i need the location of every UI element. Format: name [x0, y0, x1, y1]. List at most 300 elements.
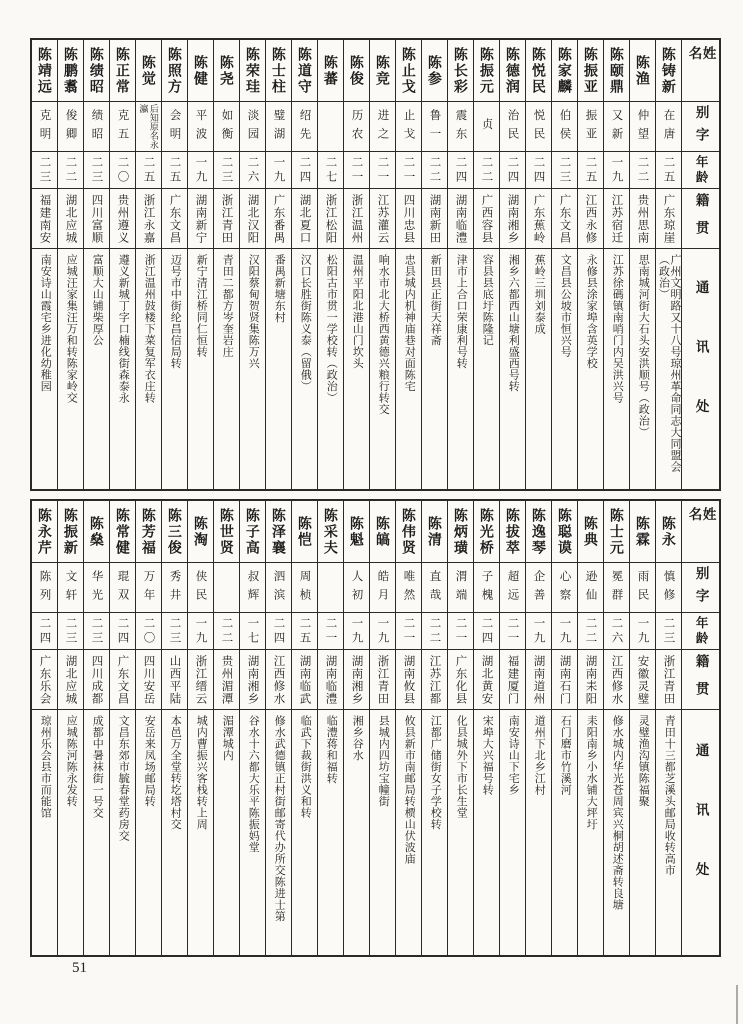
entry-name: 陈正常: [110, 40, 135, 102]
entry-address: 忠县城内机神庙巷对面陈宅: [403, 254, 416, 392]
entry-column: [396, 501, 422, 955]
entry-address: 石门磨市竹溪河: [559, 715, 572, 796]
entry-origin: 江苏江都: [422, 650, 447, 710]
entry-origin: 湖北夏口: [292, 189, 317, 249]
entry-age: 二二: [422, 613, 447, 650]
entry-origin: 广东乐会: [32, 650, 57, 710]
entry-address: 浙江温州鼓楼下菜复军衣庄转: [143, 254, 156, 404]
entry-age: 二一: [370, 152, 395, 189]
entry-zi: 在唐: [656, 102, 681, 152]
entry-zi: 淡园: [240, 102, 265, 152]
entry-column: [552, 501, 578, 955]
entry-column: [240, 501, 266, 955]
entry-age: 二二: [422, 152, 447, 189]
entry-zi: 绍先: [292, 102, 317, 152]
entry-zi: 琨双: [110, 563, 135, 613]
entry-address: 温州平阳北港山门坎头: [351, 254, 364, 369]
entry-name: 陈恺: [292, 501, 317, 563]
entry-zi: 后知原名永瀛: [136, 102, 161, 152]
entry-age: 二二: [58, 152, 83, 189]
header-zi: 别字: [682, 102, 719, 152]
entry-address: 永修县涂家埠含英学校: [585, 254, 598, 369]
entry-address: 江苏徐碼镇南哨门内吴洪兴号: [611, 254, 624, 404]
entry-origin: 浙江青田: [370, 650, 395, 710]
entry-age: 二四: [292, 152, 317, 189]
entry-column: [656, 40, 682, 489]
entry-origin: 浙江温州: [344, 189, 369, 249]
entry-zi: 悦民: [526, 102, 551, 152]
entry-origin: 湖北应城: [58, 650, 83, 710]
entry-age: 二四: [500, 152, 525, 189]
entry-address: 临澧蒋和福转: [325, 715, 338, 784]
entry-zi: 历农: [344, 102, 369, 152]
entry-age: 二五: [656, 152, 681, 189]
entry-column: [526, 40, 552, 489]
entry-column: [292, 40, 318, 489]
entry-name: 陈聪谟: [552, 501, 577, 563]
entry-zi: 治民: [500, 102, 525, 152]
entry-address: 县城内四坊宝幢街: [377, 715, 390, 807]
entry-origin: 江西永修: [578, 189, 603, 249]
entry-origin: 湖北汉阳: [240, 189, 265, 249]
entry-column: [110, 40, 136, 489]
entry-age: 二四: [448, 152, 473, 189]
entry-address: 耒阳南乡小水铺大坪圩: [585, 715, 598, 830]
entry-zi: 如衡: [214, 102, 239, 152]
entry-name: 陈芳福: [136, 501, 161, 563]
entry-origin: 贵州湄潭: [214, 650, 239, 710]
entry-address: 道州下北乡江村: [533, 715, 546, 796]
entry-age: 二一: [500, 613, 525, 650]
entry-origin: 湖南新宁: [188, 189, 213, 249]
entry-age: 一九: [188, 613, 213, 650]
entry-column: [370, 40, 396, 489]
entry-address: 青田二都方岑奎岩庄: [221, 254, 234, 358]
entry-column: [552, 40, 578, 489]
entry-origin: 福建厦门: [500, 650, 525, 710]
entry-zi: 子槐: [474, 563, 499, 613]
entry-name: 陈永芹: [32, 501, 57, 563]
header-address: 通讯处: [693, 279, 709, 459]
header-origin: 籍贯: [682, 189, 719, 249]
entry-origin: 湖南石门: [552, 650, 577, 710]
entry-origin: 广东文昌: [162, 189, 187, 249]
entry-address: 琼州乐会县市而能馆: [39, 715, 52, 819]
entry-age: 二一: [318, 613, 343, 650]
entry-origin: 广东琼崖: [656, 189, 681, 249]
entry-address: 汉阳蔡甸贺贤集陈万兴: [247, 254, 260, 369]
entry-address: 广州文明路又十八号琼州革命同志大同盟会（政治）: [657, 254, 681, 473]
entry-origin: 湖南湘乡: [240, 650, 265, 710]
entry-name: 陈俊: [344, 40, 369, 102]
entry-column: [500, 501, 526, 955]
entry-zi: 冕群: [604, 563, 629, 613]
entry-age: 一九: [344, 613, 369, 650]
header-column: [682, 501, 719, 955]
entry-origin: 广东番禺: [266, 189, 291, 249]
entry-column: [136, 501, 162, 955]
entry-name: 陈炳璜: [448, 501, 473, 563]
entry-column: [136, 40, 162, 489]
entry-name: 陈悦民: [526, 40, 551, 102]
entry-column: [58, 501, 84, 955]
directory-table-bottom: [30, 499, 721, 957]
entry-zi: 渭端: [448, 563, 473, 613]
entry-name: 陈世贤: [214, 501, 239, 563]
entry-origin: 湖北黄安: [474, 650, 499, 710]
entry-zi: 万年: [136, 563, 161, 613]
entry-address: 南安诗山下宅乡: [507, 715, 520, 796]
entry-name: 陈逸琴: [526, 501, 551, 563]
entry-zi: 进之: [370, 102, 395, 152]
entry-age: 一九: [266, 152, 291, 189]
entry-name: 陈尧: [214, 40, 239, 102]
header-name: 姓名: [682, 501, 719, 563]
entry-column: [162, 40, 188, 489]
entry-address: 文昌县公坡市恒兴号: [559, 254, 572, 358]
entry-zi: 伯侯: [552, 102, 577, 152]
entry-name: 陈燊: [84, 501, 109, 563]
entry-zi: 绩昭: [84, 102, 109, 152]
entry-zi: 企善: [526, 563, 551, 613]
entry-name: 陈绩昭: [84, 40, 109, 102]
entry-column: [500, 40, 526, 489]
entry-name: 陈觉: [136, 40, 161, 102]
entry-address: 应城陈河陈永发转: [65, 715, 78, 807]
entry-name: 陈清: [422, 501, 447, 563]
entry-origin: 浙江缙云: [188, 650, 213, 710]
entry-column: [266, 40, 292, 489]
entry-origin: 江苏宿迁: [604, 189, 629, 249]
entry-zi: 陈列: [32, 563, 57, 613]
entry-address: 思南城河街大石头安洪顺号（政治）: [637, 254, 650, 438]
entry-origin: 广东文昌: [110, 650, 135, 710]
entry-address: 新宁清江桥同仁恒转: [195, 254, 208, 358]
entry-zi: 震东: [448, 102, 473, 152]
entry-age: 二四: [110, 613, 135, 650]
entry-name: 陈道守: [292, 40, 317, 102]
entry-column: [58, 40, 84, 489]
entry-zi: 秀井: [162, 563, 187, 613]
entry-age: 一七: [240, 613, 265, 650]
entry-name: 陈永: [656, 501, 681, 563]
entry-name: 陈家麟: [552, 40, 577, 102]
entry-zi: 克明: [32, 102, 57, 152]
entry-address: 城内曹振兴客栈转上周: [195, 715, 208, 830]
entry-age: 一九: [188, 152, 213, 189]
header-column: [682, 40, 719, 489]
entry-address: 安岳来凤场邮局转: [143, 715, 156, 807]
entry-name: 陈常健: [110, 501, 135, 563]
entry-age: 二三: [162, 613, 187, 650]
entry-column: [188, 40, 214, 489]
entry-column: [448, 40, 474, 489]
entry-address: 津市上合口荣康利号转: [455, 254, 468, 369]
page-number: 51: [72, 960, 87, 976]
entry-age: 二〇: [110, 152, 135, 189]
entry-column: [266, 501, 292, 955]
directory-table-top: [30, 38, 721, 491]
entry-address: 遵义新城丁字口楠线街森泰永: [117, 254, 130, 404]
header-name: 姓名: [682, 40, 719, 102]
entry-name: 陈士元: [604, 501, 629, 563]
entry-address: 化县城外下市长生堂: [455, 715, 468, 819]
entry-origin: 四川忠县: [396, 189, 421, 249]
entry-age: 一九: [370, 613, 395, 650]
entry-age: 二一: [448, 613, 473, 650]
entry-origin: 广西容县: [474, 189, 499, 249]
entry-name: 陈铸新: [656, 40, 681, 102]
entry-column: [396, 40, 422, 489]
entry-zi: [318, 102, 343, 152]
entry-column: [630, 501, 656, 955]
entry-origin: 四川富顺: [84, 189, 109, 249]
entry-origin: 湖南临澧: [318, 650, 343, 710]
entry-age: 二一: [344, 152, 369, 189]
entry-origin: 浙江松阳: [318, 189, 343, 249]
entry-age: 二一: [396, 613, 421, 650]
entry-origin: 湖南道州: [526, 650, 551, 710]
entry-zi: 文轩: [58, 563, 83, 613]
entry-age: 二〇: [136, 613, 161, 650]
entry-name: 陈德润: [500, 40, 525, 102]
entry-age: 二二: [578, 613, 603, 650]
entry-name: 陈振新: [58, 501, 83, 563]
entry-age: 二四: [32, 613, 57, 650]
entry-origin: 山西平陆: [162, 650, 187, 710]
entry-zi: 泗滨: [266, 563, 291, 613]
entry-age: 二五: [162, 152, 187, 189]
entry-origin: 江苏灌云: [370, 189, 395, 249]
entry-age: 二五: [578, 152, 603, 189]
entry-address: 攸县新市南邮局转槚山伏波庙: [403, 715, 416, 865]
entry-column: [474, 501, 500, 955]
entry-address: 容县县底圩陈隆记: [481, 254, 494, 346]
entry-origin: 湖南新田: [422, 189, 447, 249]
entry-address: 成都中暑袜街一号交: [91, 715, 104, 819]
entry-name: 陈拔萃: [500, 501, 525, 563]
entry-address: 湘乡谷水: [351, 715, 364, 761]
entry-name: 陈淘: [188, 501, 213, 563]
entry-name: 陈长彩: [448, 40, 473, 102]
entry-origin: 浙江永嘉: [136, 189, 161, 249]
entry-age: 二二: [474, 152, 499, 189]
entry-zi: 人初: [344, 563, 369, 613]
entry-column: [214, 40, 240, 489]
entry-zi: 贞: [474, 102, 499, 152]
entry-column: [162, 501, 188, 955]
entry-zi: 仲望: [630, 102, 655, 152]
entry-name: 陈泽襄: [266, 501, 291, 563]
entry-zi: 直哉: [422, 563, 447, 613]
entry-name: 陈渔: [630, 40, 655, 102]
entry-column: [110, 501, 136, 955]
entry-column: [214, 501, 240, 955]
entry-column: [318, 40, 344, 489]
entry-zi: 璧湖: [266, 102, 291, 152]
entry-age: 一九: [604, 152, 629, 189]
entry-address: 谷水十六都大乐平陈振妈堂: [247, 715, 260, 853]
header-address: 通讯处: [693, 743, 709, 922]
entry-address: 新田县正街天祥斋: [429, 254, 442, 346]
entry-origin: 浙江青田: [656, 650, 681, 710]
entry-origin: 湖南临武: [292, 650, 317, 710]
entry-column: [630, 40, 656, 489]
entry-address: 青田十三都芝溪头邮局收转高市: [663, 715, 676, 876]
entry-name: 陈魁: [344, 501, 369, 563]
entry-address: 灵璧渔沟镇陈福聚: [637, 715, 650, 807]
header-age: 年龄: [682, 613, 719, 650]
entry-age: 二三: [84, 613, 109, 650]
entry-column: [656, 501, 682, 955]
entry-name: 陈士柱: [266, 40, 291, 102]
entry-address: 湘乡六都西山塘利盛西号转: [507, 254, 520, 392]
entry-zi: 心察: [552, 563, 577, 613]
entry-origin: 贵州遵义: [110, 189, 135, 249]
entry-address: 汉口长胜街陈义泰（留俄）: [299, 254, 312, 392]
entry-address: 松阳古市贯一学校转（政治）: [325, 254, 338, 404]
entry-column: [32, 40, 58, 489]
entry-name: 陈皜: [370, 501, 395, 563]
entry-zi: 华光: [84, 563, 109, 613]
entry-zi: 又新: [604, 102, 629, 152]
entry-address: 江都广储街女子学校转: [429, 715, 442, 830]
entry-age: 二四: [474, 613, 499, 650]
entry-columns: [32, 40, 682, 489]
entry-zi: 鲁一: [422, 102, 447, 152]
entry-origin: 广东化县: [448, 650, 473, 710]
entry-column: [578, 40, 604, 489]
entry-column: [84, 40, 110, 489]
entry-name: 陈典: [578, 501, 603, 563]
entry-age: 二五: [292, 613, 317, 650]
entry-column: [84, 501, 110, 955]
entry-origin: 贵州思南: [630, 189, 655, 249]
entry-origin: 江西修水: [266, 650, 291, 710]
entry-age: 二四: [266, 613, 291, 650]
entry-origin: 四川成都: [84, 650, 109, 710]
entry-name: 陈靖远: [32, 40, 57, 102]
entry-age: 二三: [656, 613, 681, 650]
entry-name: 陈振亚: [578, 40, 603, 102]
entry-zi: 慎修: [656, 563, 681, 613]
entry-age: 一九: [630, 613, 655, 650]
entry-age: 二三: [84, 152, 109, 189]
entry-column: [422, 40, 448, 489]
entry-address: 本邑万全堂转圪塔村交: [169, 715, 182, 830]
entry-address: 湄潭城内: [221, 715, 234, 761]
entry-address: 临武下裁街洪义和转: [299, 715, 312, 819]
entry-zi: 超远: [500, 563, 525, 613]
entry-origin: 福建南安: [32, 189, 57, 249]
entry-zi: [214, 563, 239, 613]
entry-origin: 江西修水: [604, 650, 629, 710]
entry-zi: 平波: [188, 102, 213, 152]
entry-zi: 叔辉: [240, 563, 265, 613]
entry-column: [318, 501, 344, 955]
header-origin: 籍贯: [682, 650, 719, 710]
entry-origin: 广东蕉岭: [526, 189, 551, 249]
header-age: 年龄: [682, 152, 719, 189]
entry-age: 一九: [526, 613, 551, 650]
entry-address: 响水市北大桥西黄德兴粮行转交: [377, 254, 390, 415]
entry-age: 二三: [58, 613, 83, 650]
entry-zi: [318, 563, 343, 613]
entry-name: 陈照方: [162, 40, 187, 102]
entry-address: 南安诗山霞宅乡进化幼稚园: [39, 254, 52, 392]
entry-name: 陈采夫: [318, 501, 343, 563]
entry-origin: 湖南湘乡: [500, 189, 525, 249]
entry-age: 二五: [136, 152, 161, 189]
entry-name: 陈光桥: [474, 501, 499, 563]
entry-origin: 湖南湘乡: [344, 650, 369, 710]
entry-name: 陈鹏翥: [58, 40, 83, 102]
entry-zi: 俊卿: [58, 102, 83, 152]
entry-address: 文昌东郊市毓春堂药房交: [117, 715, 130, 842]
entry-age: 二一: [396, 152, 421, 189]
entry-column: [32, 501, 58, 955]
entry-name: 陈子高: [240, 501, 265, 563]
entry-zi: 克五: [110, 102, 135, 152]
entry-name: 陈蕃: [318, 40, 343, 102]
entry-column: [604, 40, 630, 489]
entry-zi: 侠民: [188, 563, 213, 613]
entry-column: [344, 501, 370, 955]
entry-name: 陈霖: [630, 501, 655, 563]
entry-name: 陈荣珪: [240, 40, 265, 102]
entry-origin: 四川安岳: [136, 650, 161, 710]
entry-age: 二四: [526, 152, 551, 189]
entry-zi: 雨民: [630, 563, 655, 613]
entry-address: 番禺新塘东村: [273, 254, 286, 323]
entry-name: 陈三俊: [162, 501, 187, 563]
entry-name: 陈振元: [474, 40, 499, 102]
entry-zi: 振亚: [578, 102, 603, 152]
scan-edge-artifact: [736, 985, 738, 1024]
entry-name: 陈竞: [370, 40, 395, 102]
entry-zi: 止戈: [396, 102, 421, 152]
entry-name: 陈伟贤: [396, 501, 421, 563]
entry-age: 二三: [32, 152, 57, 189]
entry-age: 二三: [552, 152, 577, 189]
entry-zi: 逊仙: [578, 563, 603, 613]
entry-address: 应城汪家集汪万和转陈家岭交: [65, 254, 78, 404]
entry-column: [604, 501, 630, 955]
entry-column: [448, 501, 474, 955]
entry-origin: 湖南耒阳: [578, 650, 603, 710]
entry-zi: 周桢: [292, 563, 317, 613]
entry-column: [526, 501, 552, 955]
entry-column: [578, 501, 604, 955]
header-zi: 别字: [682, 563, 719, 613]
entry-address: 蕉岭三圳刘泰成: [533, 254, 546, 335]
entry-age: 二六: [604, 613, 629, 650]
entry-column: [292, 501, 318, 955]
entry-column: [188, 501, 214, 955]
entry-origin: 湖北应城: [58, 189, 83, 249]
entry-name: 陈参: [422, 40, 447, 102]
entry-origin: 安徽灵璧: [630, 650, 655, 710]
entry-column: [422, 501, 448, 955]
entry-age: 二七: [318, 152, 343, 189]
entry-column: [474, 40, 500, 489]
entry-column: [344, 40, 370, 489]
entry-zi: 唯然: [396, 563, 421, 613]
entry-zi: 会明: [162, 102, 187, 152]
entry-address: 宋埠大兴福号转: [481, 715, 494, 796]
entry-origin: 广东文昌: [552, 189, 577, 249]
entry-column: [240, 40, 266, 489]
